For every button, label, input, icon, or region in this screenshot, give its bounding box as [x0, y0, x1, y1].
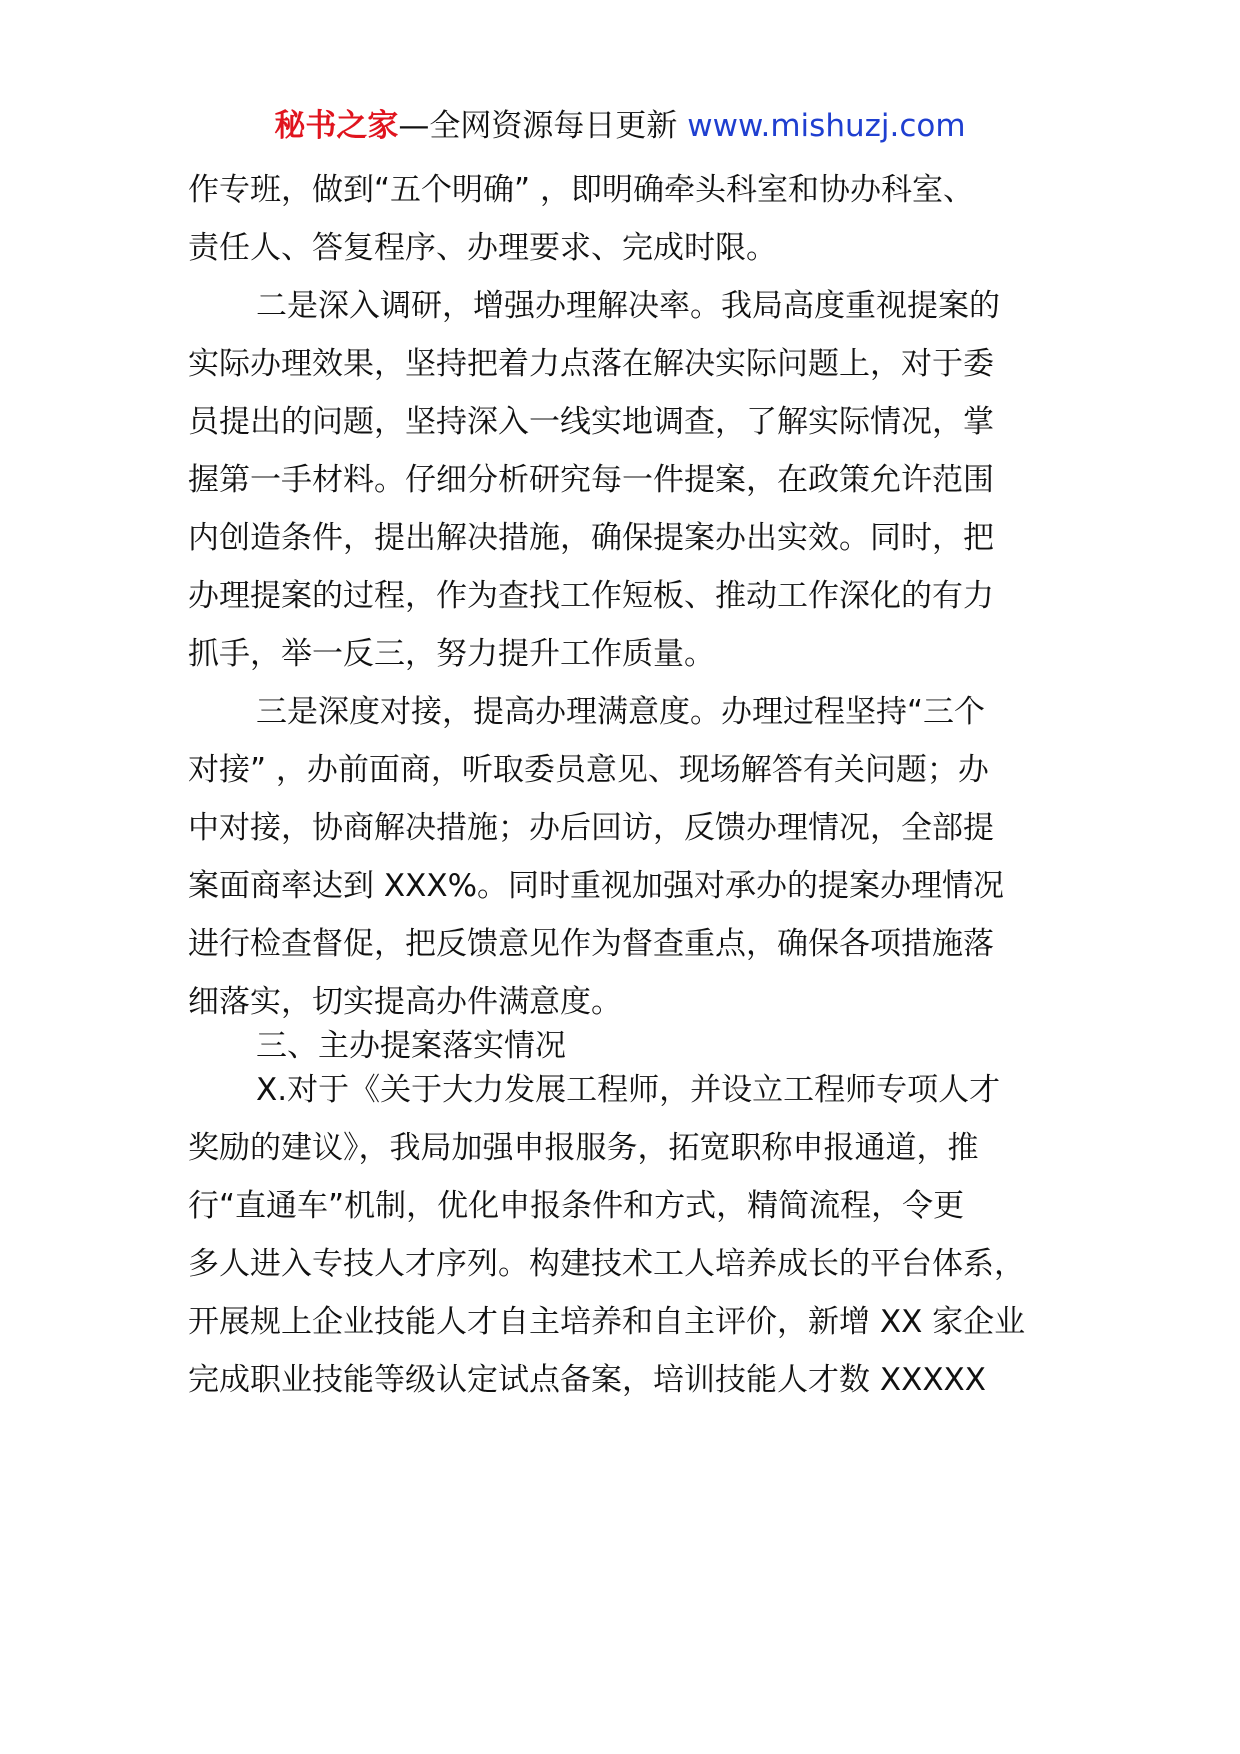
text-line: 办理提案的过程，作为查找工作短板、推动工作深化的有力 — [188, 578, 994, 614]
text-line: 内创造条件，提出解决措施，确保提案办出实效。同时，把 — [188, 520, 994, 556]
section-heading: 三、主办提案落实情况 — [256, 1028, 566, 1064]
text-line: 奖励的建议》，我局加强申报服务，拓宽职称申报通道，推 — [188, 1130, 979, 1166]
text-line: 作专班，做到“五个明确” ，即明确牵头科室和协办科室、 — [188, 172, 974, 208]
text-line: 细落实，切实提高办件满意度。 — [188, 984, 622, 1020]
site-header — [0, 104, 1240, 148]
text-line: 中对接，协商解决措施；办后回访，反馈办理情况，全部提 — [188, 810, 994, 846]
text-line: 握第一手材料。仔细分析研究每一件提案，在政策允许范围 — [188, 462, 994, 498]
site-brand: 秘书之家 — [274, 108, 399, 144]
text-line: 开展规上企业技能人才自主培养和自主评价，新增 XX 家企业 — [188, 1304, 1026, 1340]
text-line: 责任人、答复程序、办理要求、完成时限。 — [188, 230, 777, 266]
text-line: 抓手，举一反三，努力提升工作质量。 — [188, 636, 715, 672]
text-line: 进行检查督促，把反馈意见作为督查重点，确保各项措施落 — [188, 926, 994, 962]
text-line: 行“直通车”机制，优化申报条件和方式，精简流程，令更 — [188, 1188, 965, 1224]
text-line: 案面商率达到 XXX%。同时重视加强对承办的提案办理情况 — [188, 868, 1005, 904]
paragraph-start: X.对于《关于大力发展工程师，并设立工程师专项人才 — [256, 1072, 1001, 1108]
text-line: 实际办理效果，坚持把着力点落在解决实际问题上，对于委 — [188, 346, 994, 382]
paragraph-start: 三是深度对接，提高办理满意度。办理过程坚持“三个 — [256, 694, 986, 730]
text-line: 多人进入专技人才序列。构建技术工人培养成长的平台体系， — [188, 1246, 1025, 1282]
text-line: 员提出的问题，坚持深入一线实地调查，了解实际情况，掌 — [188, 404, 994, 440]
site-url[interactable]: www.mishuzj.com — [687, 108, 966, 144]
paragraph-start: 二是深入调研，增强办理解决率。我局高度重视提案的 — [256, 288, 1000, 324]
site-slogan: —全网资源每日更新 — [398, 108, 678, 144]
text-line: 完成职业技能等级认定试点备案，培训技能人才数 XXXXX — [188, 1362, 987, 1398]
text-line: 对接” ，办前面商，听取委员意见、现场解答有关问题；办 — [188, 752, 989, 788]
